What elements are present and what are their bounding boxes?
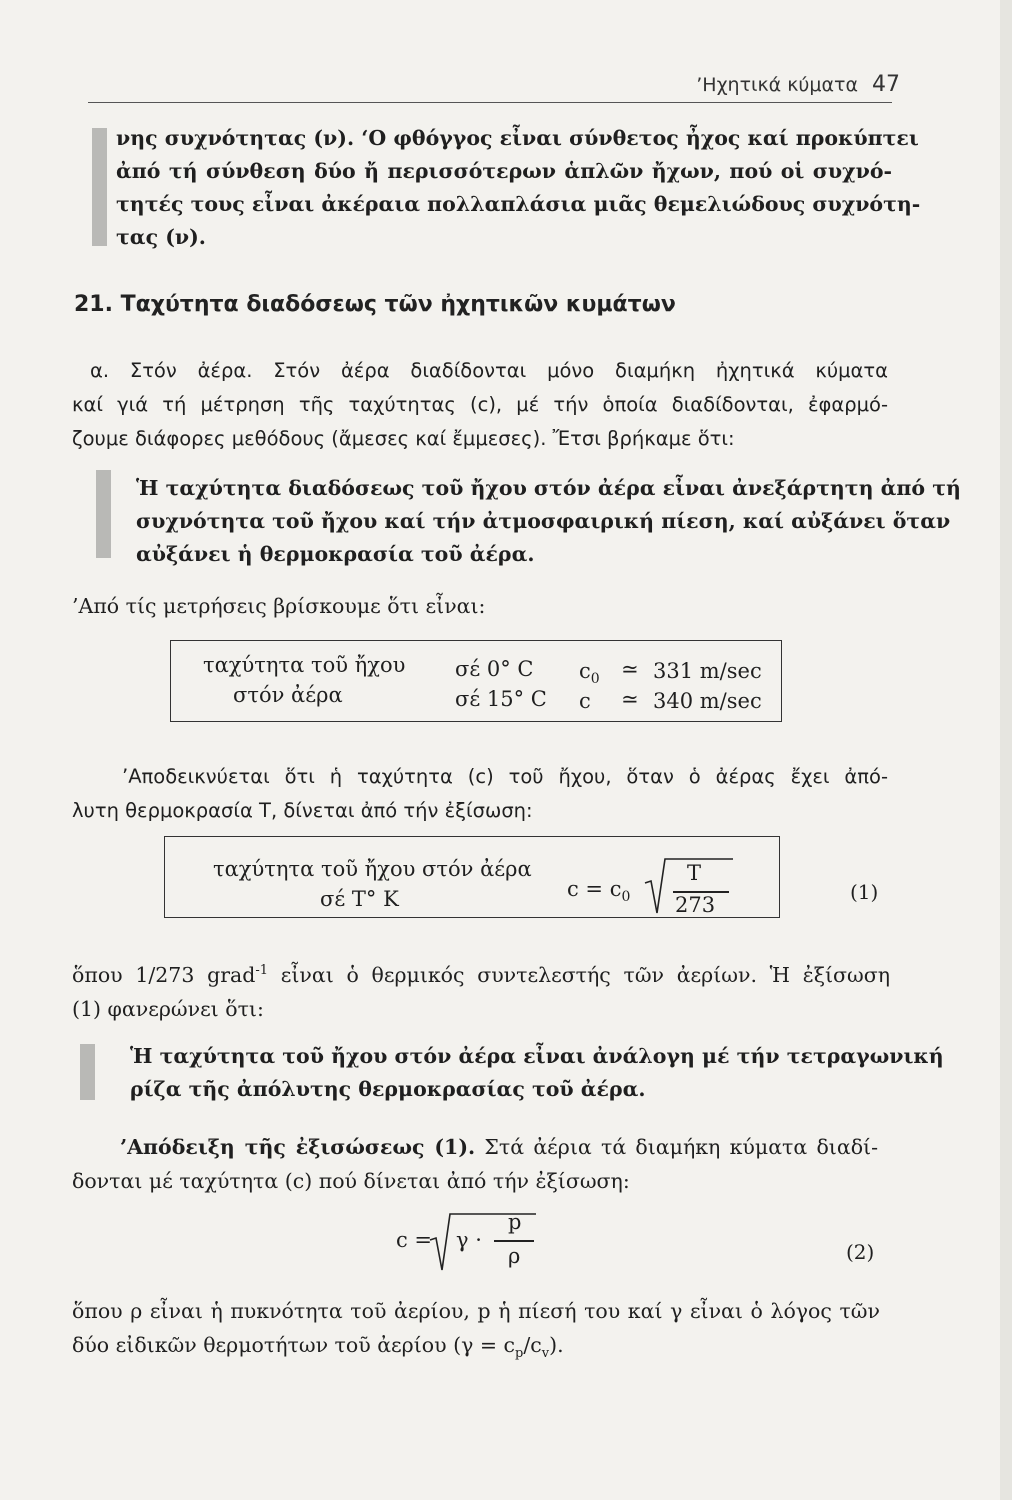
row-temp: σέ 15° C <box>455 687 547 711</box>
margin-bar-intro <box>92 128 107 246</box>
rule-1-line: αὐξάνει ἡ θερμοκρασία τοῦ ἀέρα. <box>136 542 535 566</box>
row-symbol <box>579 659 600 687</box>
eq2-gamma: γ · <box>456 1228 482 1252</box>
eq2-denominator: ρ <box>508 1244 521 1268</box>
after-eq1-paragraph <box>72 954 890 1026</box>
after-eq1-part: ὅπου 1/273 grad <box>72 962 256 987</box>
eq2-numerator: p <box>508 1210 522 1234</box>
proof-line-rest: Στά ἀέρια τά διαμήκη κύματα διαδί- <box>475 1135 878 1159</box>
rule-2-paragraph <box>130 1040 944 1106</box>
eq2-lhs: c = <box>396 1228 433 1252</box>
proof-line: δονται μέ ταχύτητα (c) πού δίνεται ἀπό τήν ἐξίσωση: <box>72 1169 630 1193</box>
after-eq1-line <box>72 954 890 992</box>
after-eq1-sup: -1 <box>255 963 269 978</box>
row-value: 331 m/sec <box>653 659 762 683</box>
measure-intro <box>72 590 892 623</box>
closing-line: ὅπου ρ εἶναι ἡ πυκνότητα τοῦ ἀερίου, p ἡ πίεσή του καί γ εἶναι ὁ λόγος τῶν <box>72 1299 880 1323</box>
sqrt-symbol-2 <box>430 1212 540 1274</box>
rule-1-line: Ἡ ταχύτητα διαδόσεως τοῦ ἤχου στόν ἀέρα εἶναι ἀνεξάρτητη ἀπό τή <box>136 476 961 500</box>
para-a-line: ζουμε διάφορες μεθόδους (ἄμεσες καί ἔμμεσες). Ἔτσι βρήκαμε ὅτι: <box>72 427 735 450</box>
eq2-number: (2) <box>846 1240 875 1264</box>
para-a-line: καί γιά τή μέτρηση τῆς ταχύτητας (c), μέ τήν ὁποία διαδίδονται, ἐφαρμό- <box>72 393 888 416</box>
row-symbol-sub: 0 <box>590 671 600 688</box>
proof-line <box>72 1130 878 1164</box>
eq1-label-line2: σέ T° K <box>320 887 399 911</box>
closing-sub: p <box>515 1346 524 1362</box>
section-title: 21. Ταχύτητα διαδόσεως τῶν ἠχητικῶν κυμάτων <box>74 292 676 317</box>
closing-line <box>72 1328 880 1371</box>
header-rule <box>88 102 892 103</box>
proof-title: ’Απόδειξη τῆς ἐξισώσεως (1). <box>120 1135 476 1159</box>
closing-part: ). <box>549 1333 564 1357</box>
running-head <box>600 72 900 97</box>
row-approx: ≃ <box>621 657 639 681</box>
eq1-lhs-text: c = c <box>567 877 622 901</box>
rule-2-line: Ἡ ταχύτητα τοῦ ἤχου στόν ἀέρα εἶναι ἀνάλογη μέ τήν τετραγωνική <box>130 1044 944 1068</box>
rule-2-line: ρίζα τῆς ἀπόλυτης θερμοκρασίας τοῦ ἀέρα. <box>130 1077 646 1101</box>
intro-line: ἀπό τή σύνθεση δύο ἤ περισσότερων ἁπλῶν ἤχων, πού οἱ συχνό- <box>116 159 892 183</box>
proof-paragraph <box>72 1130 878 1198</box>
proof-intro-line: λυτη θερμοκρασία T, δίνεται ἀπό τήν ἐξίσωση: <box>72 799 533 822</box>
eq1-denominator: 273 <box>675 893 716 917</box>
eq1-lhs <box>567 877 630 905</box>
header-title: ’Ηχητικά κύματα <box>696 74 858 96</box>
margin-bar-rule-1 <box>96 470 111 558</box>
eq1-number: (1) <box>850 880 879 904</box>
rule-1-line: συχνότητα τοῦ ἤχου καί τήν ἀτμοσφαιρική πίεση, καί αὐξάνει ὅταν <box>136 509 951 533</box>
closing-part: δύο εἰδικῶν θερμοτήτων τοῦ ἀερίου (γ = c <box>72 1333 516 1357</box>
proof-intro-paragraph <box>72 760 888 828</box>
intro-line: τας (ν). <box>116 225 206 249</box>
margin-bar-rule-2 <box>80 1044 95 1100</box>
equation-1-box <box>164 836 780 918</box>
row-approx: ≃ <box>621 687 639 711</box>
measurement-box <box>170 640 782 722</box>
eq1-numerator: T <box>687 861 702 885</box>
closing-part: /c <box>523 1333 542 1357</box>
page-edge <box>1000 0 1012 1500</box>
after-eq1-part: εἶναι ὁ θερμικός συντελεστής τῶν ἀερίων. Ἡ ἐξίσωση <box>268 962 891 987</box>
row-value: 340 m/sec <box>653 689 762 713</box>
eq1-lhs-sub: 0 <box>621 889 631 906</box>
after-eq1-line: (1) φανερώνει ὅτι: <box>72 996 264 1021</box>
box-label-line1: ταχύτητα τοῦ ἤχου <box>203 653 406 677</box>
eq1-label-line1: ταχύτητα τοῦ ἤχου στόν ἀέρα <box>213 857 532 881</box>
intro-line: τητές τους εἶναι ἀκέραια πολλαπλάσια μιᾶς θεμελιώδους συχνότη- <box>116 192 921 216</box>
para-a-line: α. Στόν ἀέρα. Στόν ἀέρα διαδίδονται μόνο διαμήκη ἠχητικά κύματα <box>90 359 888 382</box>
row-symbol-c: c <box>579 659 591 683</box>
paragraph-air <box>72 354 888 456</box>
row-temp: σέ 0° C <box>455 657 534 681</box>
box-label-line2: στόν ἀέρα <box>233 683 343 707</box>
proof-intro-line: ’Αποδεικνύεται ὅτι ἡ ταχύτητα (c) τοῦ ἤχου, ὅταν ὁ ἀέρας ἔχει ἀπό- <box>122 765 888 788</box>
eq2-fraction-bar <box>494 1240 534 1242</box>
closing-sub: v <box>541 1346 550 1362</box>
measure-intro-text: ’Από τίς μετρήσεις βρίσκουμε ὅτι εἶναι: <box>72 594 486 618</box>
closing-paragraph <box>72 1294 880 1371</box>
intro-line: νης συχνότητας (ν). ‘Ο φθόγγος εἶναι σύνθετος ἦχος καί προκύπτει <box>116 126 919 150</box>
page-number: 47 <box>872 72 900 97</box>
row-symbol: c <box>579 689 591 713</box>
rule-1-paragraph <box>136 472 961 571</box>
intro-paragraph <box>116 122 921 254</box>
